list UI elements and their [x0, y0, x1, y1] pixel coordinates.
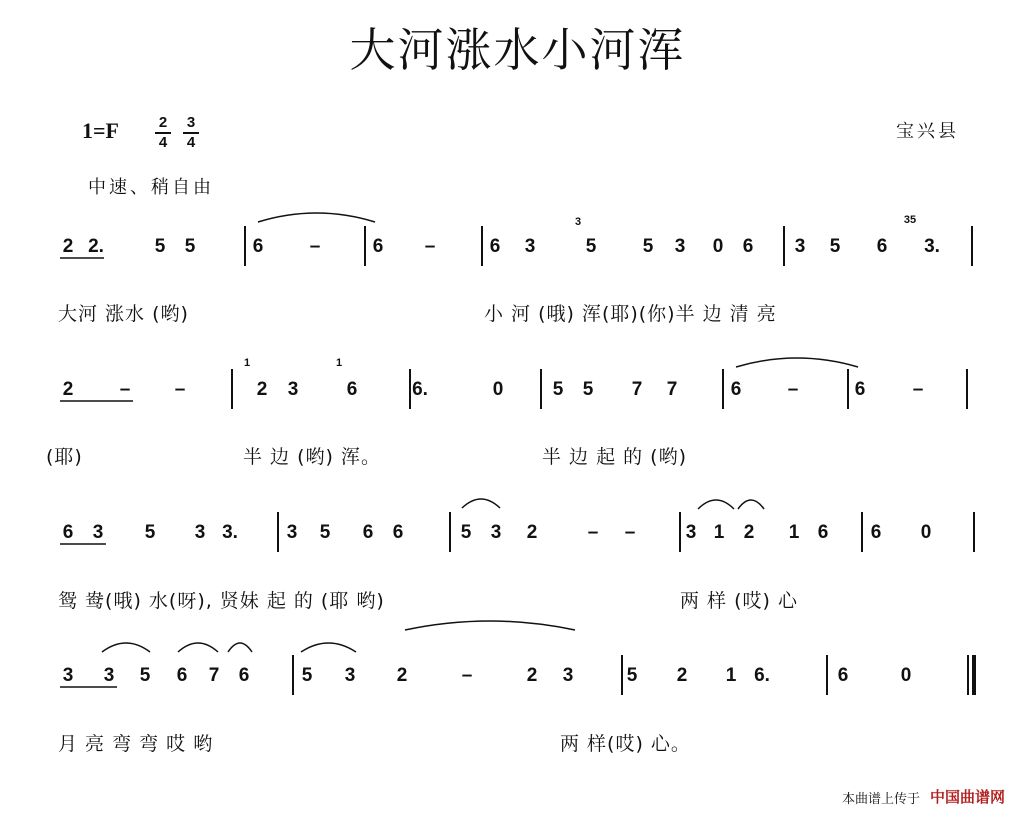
jianpu-note: –	[787, 379, 799, 400]
jianpu-note: 6	[392, 522, 404, 543]
jianpu-note: –	[461, 665, 473, 686]
jianpu-note: 7	[208, 665, 220, 686]
jianpu-note: 6.	[412, 379, 428, 400]
slur-mark	[228, 643, 252, 652]
jianpu-note: 6.	[754, 665, 770, 686]
jianpu-note: 5	[829, 236, 841, 257]
jianpu-note: 6	[876, 236, 888, 257]
jianpu-note: 2	[256, 379, 268, 400]
jianpu-note: 0	[712, 236, 724, 257]
jianpu-note: 5	[154, 236, 166, 257]
jianpu-note: 3	[562, 665, 574, 686]
jianpu-note: 0	[900, 665, 912, 686]
jianpu-note: 5	[139, 665, 151, 686]
jianpu-note: 5	[144, 522, 156, 543]
jianpu-note: 3.	[924, 236, 940, 257]
jianpu-note: 6	[854, 379, 866, 400]
jianpu-note: 6	[176, 665, 188, 686]
jianpu-note: 2	[676, 665, 688, 686]
slur-mark	[178, 643, 218, 652]
site-logo: 中国曲谱网	[930, 788, 1006, 806]
jianpu-note: 2	[526, 522, 538, 543]
slur-mark	[405, 621, 575, 630]
slur-mark	[462, 499, 500, 508]
jianpu-note: –	[309, 236, 321, 257]
time-signature-3-4: 3 4	[183, 115, 199, 151]
jianpu-note: 2	[743, 522, 755, 543]
jianpu-note: 6	[817, 522, 829, 543]
jianpu-note: 6	[730, 379, 742, 400]
jianpu-note: 6	[489, 236, 501, 257]
jianpu-note: 1	[713, 522, 725, 543]
key-signature: 1=F	[82, 118, 119, 143]
jianpu-note: 6	[870, 522, 882, 543]
jianpu-note: 3	[490, 522, 502, 543]
jianpu-note: 3	[286, 522, 298, 543]
jianpu-note: 5	[301, 665, 313, 686]
jianpu-note: 0	[492, 379, 504, 400]
jianpu-note: –	[424, 236, 436, 257]
jianpu-note: 3	[685, 522, 697, 543]
grace-note: 35	[903, 214, 917, 226]
jianpu-note: 1	[725, 665, 737, 686]
jianpu-note: 5	[184, 236, 196, 257]
jianpu-note: 5	[552, 379, 564, 400]
grace-note: 3	[574, 216, 582, 228]
jianpu-note: 3	[674, 236, 686, 257]
jianpu-note: 7	[631, 379, 643, 400]
slur-mark	[738, 500, 764, 509]
jianpu-note: 6	[362, 522, 374, 543]
slur-mark	[258, 213, 375, 222]
jianpu-note: 2	[62, 236, 74, 257]
jianpu-note: 3	[194, 522, 206, 543]
jianpu-note: 0	[920, 522, 932, 543]
jianpu-note: –	[174, 379, 186, 400]
jianpu-note: 3.	[222, 522, 238, 543]
grace-note: 1	[335, 357, 343, 369]
lyric-line-1b: 小 河 (哦) 浑(耶)(你)半 边 清 亮	[484, 303, 777, 325]
jianpu-note: 3	[344, 665, 356, 686]
tempo-marking: 中速、稍自由	[88, 177, 214, 198]
jianpu-note: –	[587, 522, 599, 543]
jianpu-note: 1	[788, 522, 800, 543]
jianpu-note: 5	[585, 236, 597, 257]
jianpu-note: 3	[92, 522, 104, 543]
slur-mark	[102, 643, 150, 652]
lyric-line-4a: 月 亮 弯 弯 哎 哟	[58, 733, 214, 755]
time-signature-2-4: 2 4	[155, 115, 171, 151]
lyric-line-3b: 两 样 (哎) 心	[680, 590, 798, 612]
lyric-line-3a: 鸳 鸯(哦) 水(呀), 贤妹 起 的 (耶 哟)	[58, 590, 385, 612]
jianpu-note: 2	[526, 665, 538, 686]
lyric-line-4b: 两 样(哎) 心。	[560, 733, 691, 755]
jianpu-note: 6	[372, 236, 384, 257]
jianpu-note: 5	[582, 379, 594, 400]
lyric-line-2b: 半 边 (哟) 浑。	[243, 446, 381, 468]
jianpu-note: 6	[252, 236, 264, 257]
jianpu-note: 2	[62, 379, 74, 400]
region-credit: 宝兴县	[896, 121, 959, 142]
jianpu-note: –	[624, 522, 636, 543]
jianpu-note: 6	[346, 379, 358, 400]
grace-note: 1	[243, 357, 251, 369]
slur-mark	[698, 500, 734, 509]
song-title: 大河涨水小河浑	[349, 23, 686, 77]
jianpu-note: –	[912, 379, 924, 400]
jianpu-note: 6	[238, 665, 250, 686]
jianpu-note: 5	[460, 522, 472, 543]
jianpu-note: 6	[837, 665, 849, 686]
jianpu-note: 5	[626, 665, 638, 686]
lyric-line-2c: 半 边 起 的 (哟)	[542, 446, 687, 468]
jianpu-note: 2	[396, 665, 408, 686]
jianpu-note: 3	[287, 379, 299, 400]
lyric-line-2a: (耶)	[46, 446, 83, 468]
jianpu-note: 2.	[88, 236, 104, 257]
lyric-line-1a: 大河 涨水 (哟)	[58, 303, 189, 325]
slur-mark	[301, 643, 356, 652]
jianpu-note: 6	[742, 236, 754, 257]
jianpu-note: 3	[62, 665, 74, 686]
jianpu-note: 3	[524, 236, 536, 257]
jianpu-note: –	[119, 379, 131, 400]
slur-mark	[736, 358, 858, 367]
jianpu-note: 5	[642, 236, 654, 257]
jianpu-note: 5	[319, 522, 331, 543]
jianpu-note: 7	[666, 379, 678, 400]
jianpu-note: 3	[103, 665, 115, 686]
jianpu-note: 3	[794, 236, 806, 257]
jianpu-note: 6	[62, 522, 74, 543]
footer-text: 本曲谱上传于	[842, 792, 921, 807]
